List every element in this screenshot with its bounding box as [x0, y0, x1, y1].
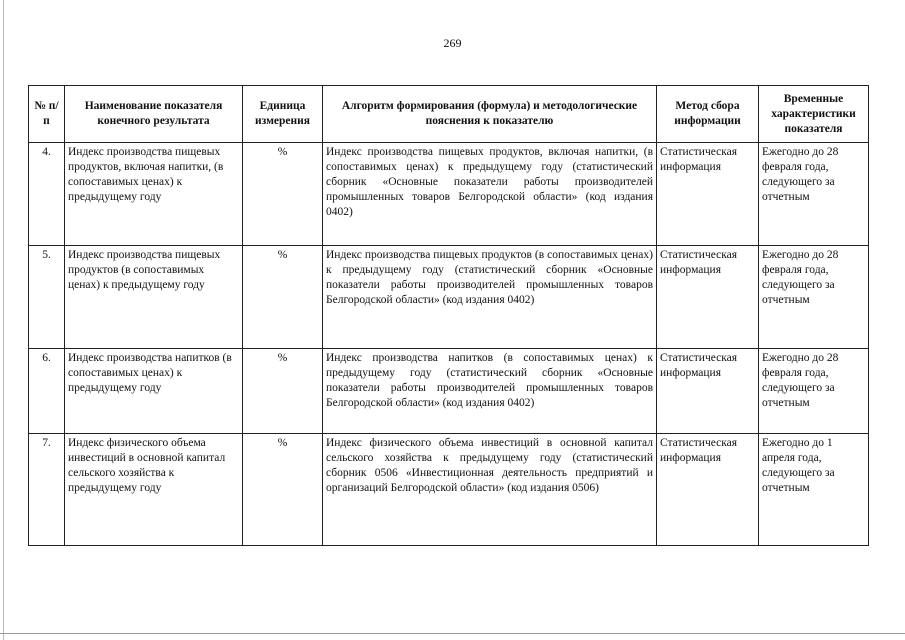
collection-method: Статистическая информация: [657, 143, 759, 246]
algorithm-text: Индекс производства пищевых продуктов (в сопоставимых ценах) к предыдущему году (статистический сборник «Основные показатели работы производителей промышленных товаров Белгородской области» (код издания 0402): [323, 246, 657, 349]
header-algorithm: Алгоритм формирования (формула) и методологические пояснения к показателю: [323, 86, 657, 143]
table-row: [29, 143, 869, 246]
time-characteristics: Ежегодно до 28 февраля года, следующего за отчетным: [759, 349, 869, 434]
header-method: Метод сбора информации: [657, 86, 759, 143]
collection-method: Статистическая информация: [657, 434, 759, 546]
unit-value: %: [277, 249, 288, 261]
header-num: № п/п: [29, 86, 65, 143]
header-name: Наименование показателя конечного результата: [65, 86, 243, 143]
indicators-table: [28, 85, 869, 546]
algorithm-text: Индекс производства пищевых продуктов, включая напитки, (в сопоставимых ценах) к предыдущему году (статистический сборник «Основные показатели работы производителей промышленных товаров Белгородской области» (код издания 0402): [323, 143, 657, 246]
unit-cell: [243, 246, 323, 349]
header-unit: Единица измерения: [243, 86, 323, 143]
unit-value: %: [277, 146, 288, 158]
unit-cell: [243, 349, 323, 434]
indicator-name: Индекс производства напитков (в сопоставимых ценах) к предыдущему году: [65, 349, 243, 434]
row-number: 5.: [29, 246, 65, 349]
row-number: 6.: [29, 349, 65, 434]
indicator-name: Индекс производства пищевых продуктов (в сопоставимых ценах) к предыдущему году: [65, 246, 243, 349]
unit-cell: [243, 434, 323, 546]
algorithm-text: Индекс физического объема инвестиций в основной капитал сельского хозяйства к предыдущему году (статистический сборник 0506 «Инвестиционная деятельность предприятий и организаций Белгородской области» (код издания 0506): [323, 434, 657, 546]
table-row: [29, 246, 869, 349]
algorithm-text: Индекс производства напитков (в сопоставимых ценах) к предыдущему году (статистический сборник «Основные показатели работы производителей промышленных товаров Белгородской области» (код издания 0402): [323, 349, 657, 434]
header-timing: Временные характеристики показателя: [759, 86, 869, 143]
collection-method: Статистическая информация: [657, 349, 759, 434]
page-number: 269: [443, 36, 462, 50]
row-number: 7.: [29, 434, 65, 546]
row-number: 4.: [29, 143, 65, 246]
time-characteristics: Ежегодно до 1 апреля года, следующего за отчетным: [759, 434, 869, 546]
table-row: [29, 434, 869, 546]
unit-value: %: [277, 352, 288, 364]
indicator-name: Индекс производства пищевых продуктов, включая напитки, (в сопоставимых ценах) к предыдущему году: [65, 143, 243, 246]
time-characteristics: Ежегодно до 28 февраля года, следующего за отчетным: [759, 246, 869, 349]
unit-cell: [243, 143, 323, 246]
scan-edge-line: [3, 0, 4, 640]
table-row: [29, 349, 869, 434]
time-characteristics: Ежегодно до 28 февраля года, следующего за отчетным: [759, 143, 869, 246]
indicator-name: Индекс физического объема инвестиций в основной капитал сельского хозяйства к предыдущему году: [65, 434, 243, 546]
collection-method: Статистическая информация: [657, 246, 759, 349]
scan-bottom-line: [0, 633, 905, 634]
unit-value: %: [277, 437, 288, 449]
table-header-row: [29, 86, 869, 143]
